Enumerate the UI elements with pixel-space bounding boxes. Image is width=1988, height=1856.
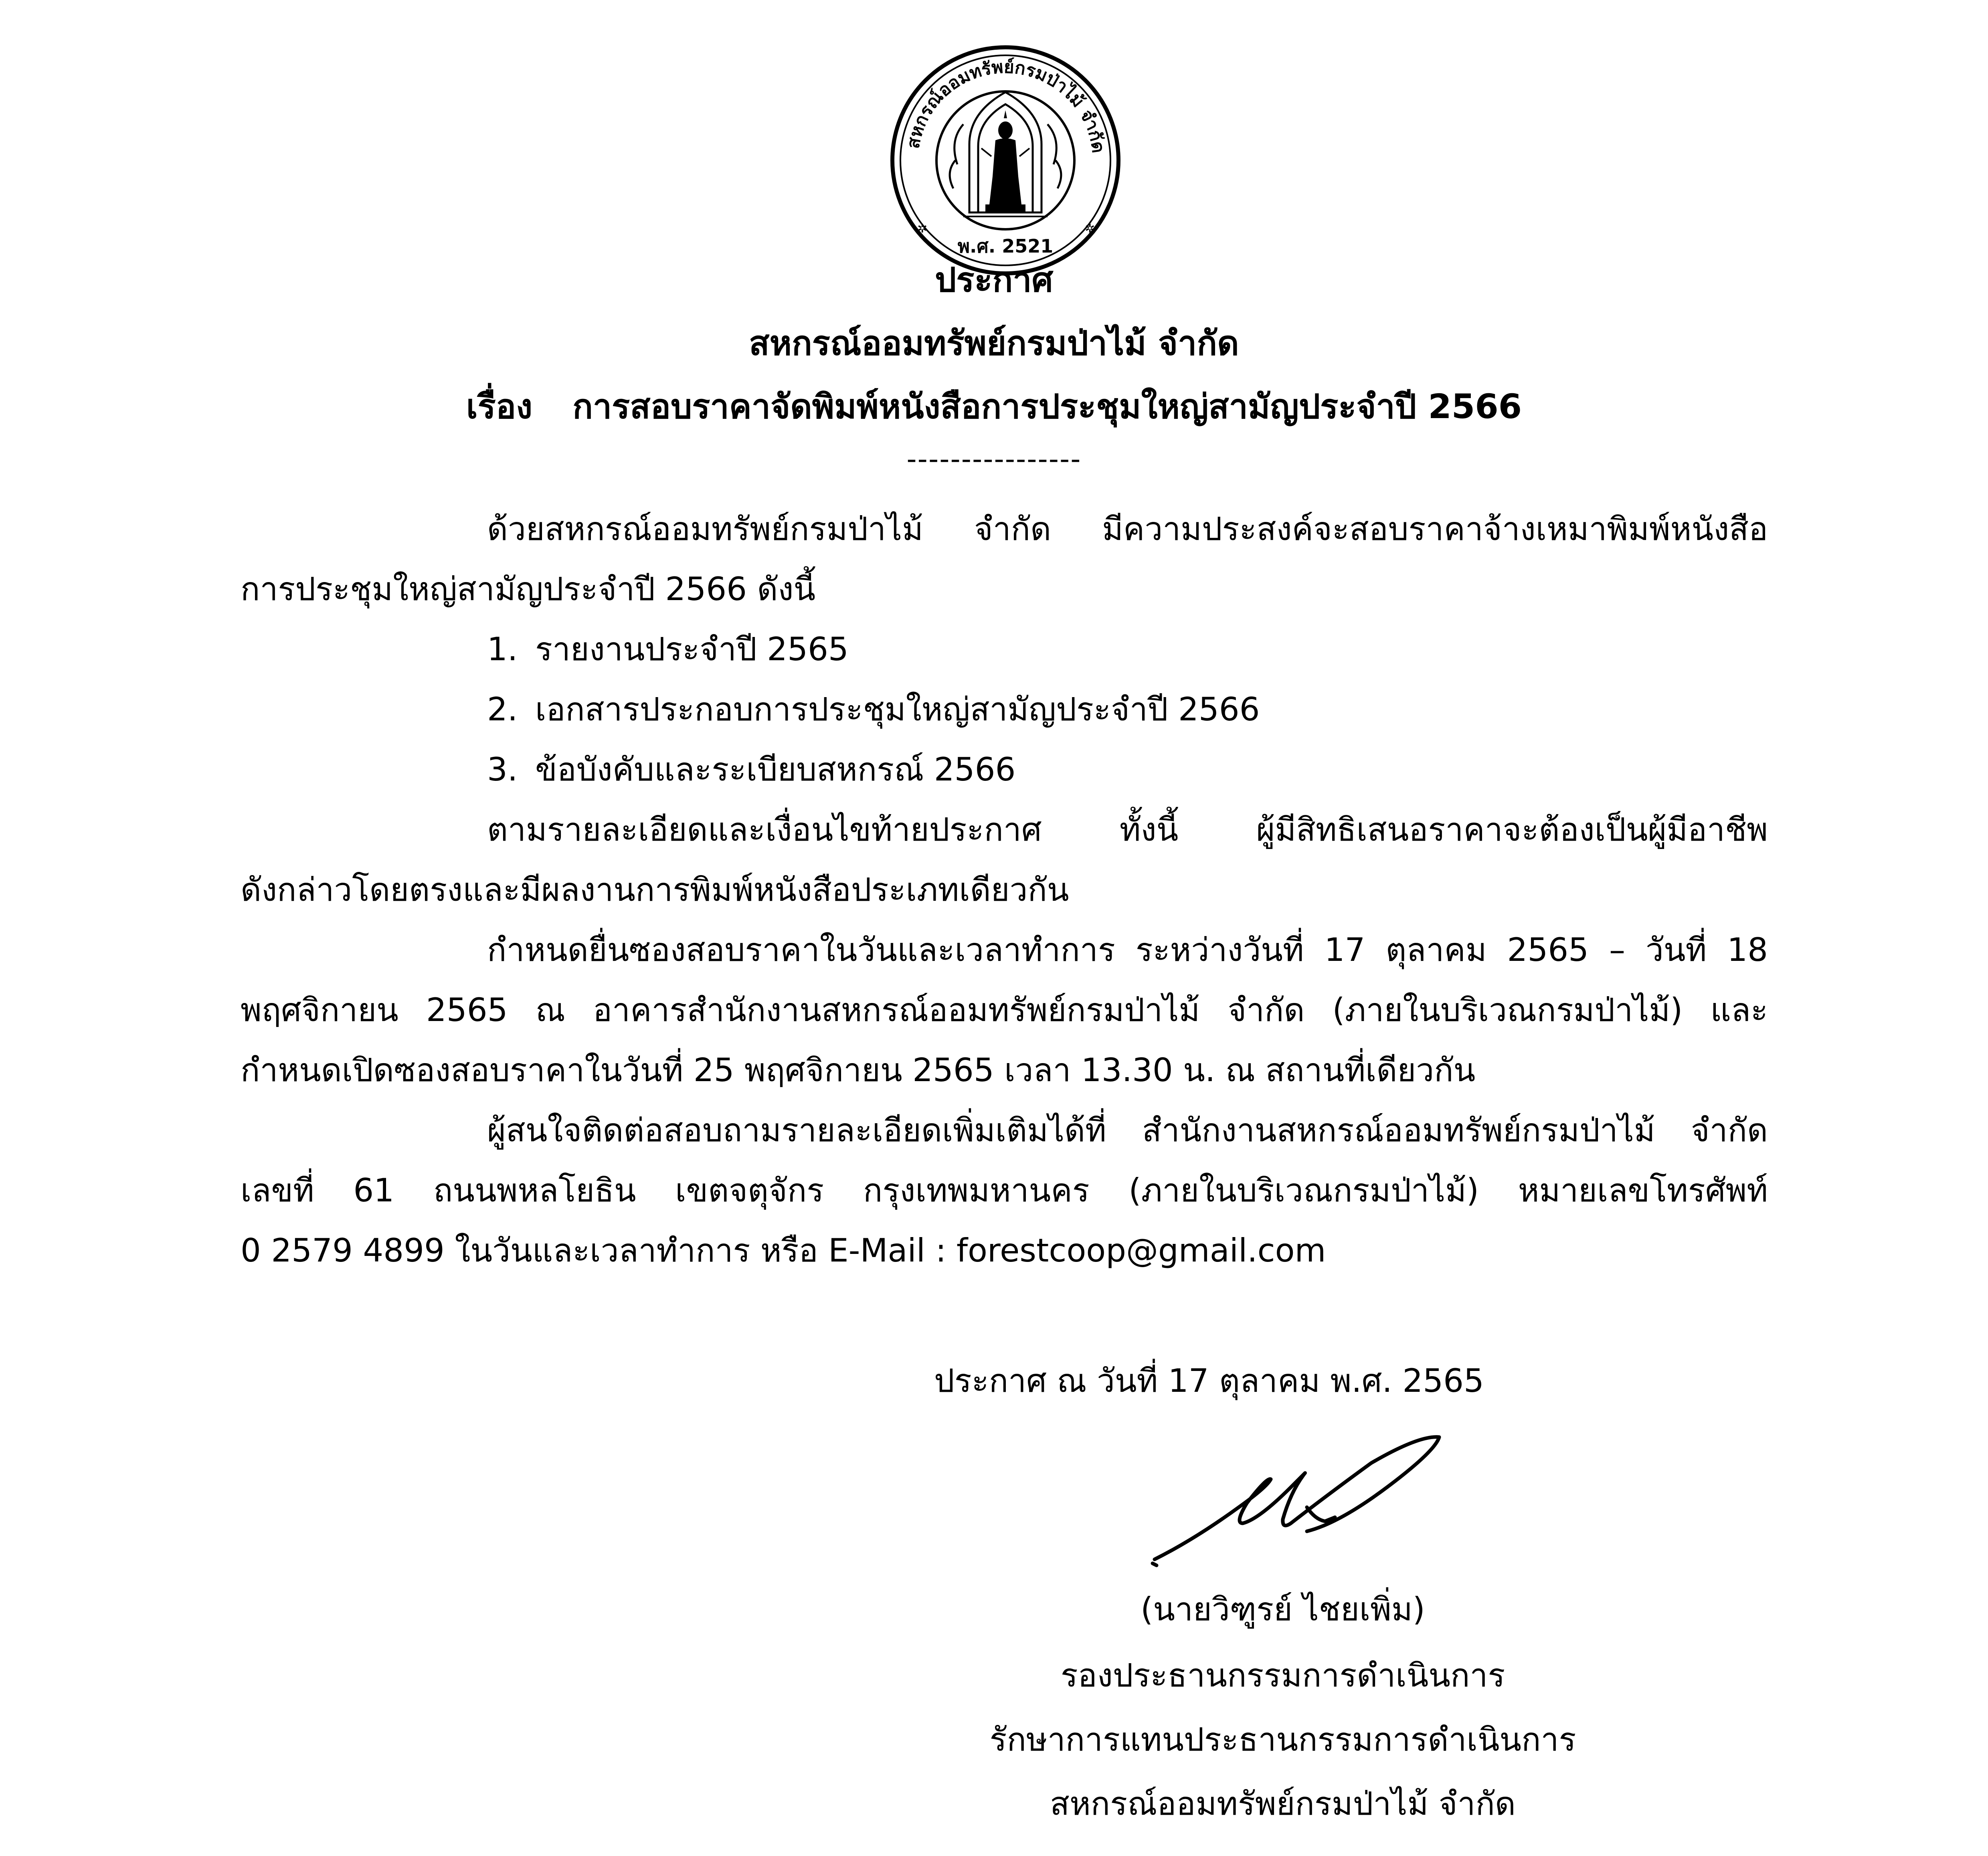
list-item <box>487 625 849 673</box>
list-item-text: เอกสารประกอบการประชุมใหญ่สามัญประจำปี 2566 <box>535 691 1260 728</box>
list-item-number: 1. <box>487 631 518 668</box>
list-item <box>487 685 1260 734</box>
subject-line <box>0 382 1988 431</box>
signatory-name: (นายวิฑูรย์ ไชยเพิ่ม) <box>1141 1591 1425 1628</box>
organization-name: สหกรณ์ออมทรัพย์กรมป่าไม้ จำกัด <box>749 323 1239 363</box>
list-item-text: รายงานประจำปี 2565 <box>535 631 849 668</box>
subject-text: การสอบราคาจัดพิมพ์หนังสือการประชุมใหญ่สามัญประจำปี 2566 <box>572 387 1522 426</box>
paragraph-3-line-1: กำหนดยื่นซองสอบราคาในวันและเวลาทำการ ระหว่างวันที่ 17 ตุลาคม 2565 – วันที่ 18 <box>487 931 1768 968</box>
paragraph-3-line-3: กำหนดเปิดซองสอบราคาในวันที่ 25 พฤศจิกายน 2565 เวลา 13.30 น. ณ สถานที่เดียวกัน <box>241 1051 1476 1089</box>
paragraph-2-line-2: ดังกล่าวโดยตรงและมีผลงานการพิมพ์หนังสือประเภทเดียวกัน <box>241 871 1069 908</box>
paragraph-1-line-2: การประชุมใหญ่สามัญประจำปี 2566 ดังนี้ <box>241 570 816 608</box>
paragraph-4-line-2: เลขที่ 61 ถนนพหลโยธิน เขตจตุจักร กรุงเทพมหานคร (ภายในบริเวณกรมป่าไม้) หมายเลขโทรศัพท์ <box>241 1172 1768 1209</box>
signatory-position-2: รักษาการแทนประธานกรรมการดำเนินการ <box>989 1721 1576 1758</box>
paragraph-4-line-1: ผู้สนใจติดต่อสอบถามรายละเอียดเพิ่มเติมได้ที่ สำนักงานสหกรณ์ออมทรัพย์กรมป่าไม้ จำกัด <box>487 1112 1768 1149</box>
paragraph-1-line-1: ด้วยสหกรณ์ออมทรัพย์กรมป่าไม้ จำกัด มีความประสงค์จะสอบราคาจ้างเหมาพิมพ์หนังสือ <box>487 510 1768 548</box>
seal-ring-text: สหกรณ์ออมทรัพย์กรมป่าไม้ จำกัด <box>902 57 1109 154</box>
svg-text:✲: ✲ <box>917 222 928 236</box>
signatory-position-1: รองประธานกรรมการดำเนินการ <box>1060 1657 1505 1694</box>
paragraph-2-line-1: ตามรายละเอียดและเงื่อนไขท้ายประกาศ ทั้งนี้ ผู้มีสิทธิเสนอราคาจะต้องเป็นผู้มีอาชีพ <box>487 811 1768 848</box>
header-separator: ---------------- <box>906 443 1082 475</box>
paragraph-4-line-3: 0 2579 4899 ในวันและเวลาทำการ หรือ E-Mail : forestcoop@gmail.com <box>241 1232 1326 1269</box>
cooperative-seal-logo <box>889 44 1122 277</box>
announcement-title: ประกาศ <box>935 260 1053 299</box>
list-item <box>487 746 1015 794</box>
announcement-date-line: ประกาศ ณ วันที่ 17 ตุลาคม พ.ศ. 2565 <box>934 1362 1484 1399</box>
list-item-number: 3. <box>487 751 518 788</box>
subject-label: เรื่อง <box>466 387 533 426</box>
handwritten-signature <box>1147 1427 1451 1579</box>
list-item-text: ข้อบังคับและระเบียบสหกรณ์ 2566 <box>535 751 1016 788</box>
paragraph-3-line-2: พฤศจิกายน 2565 ณ อาคารสำนักงานสหกรณ์ออมทรัพย์กรมป่าไม้ จำกัด (ภายในบริเวณกรมป่าไม้) และ <box>241 991 1768 1029</box>
signatory-organization: สหกรณ์ออมทรัพย์กรมป่าไม้ จำกัด <box>1050 1785 1516 1822</box>
list-item-number: 2. <box>487 691 518 728</box>
svg-text:✲: ✲ <box>1085 222 1095 236</box>
seal-year-text: พ.ศ. 2521 <box>957 235 1054 257</box>
